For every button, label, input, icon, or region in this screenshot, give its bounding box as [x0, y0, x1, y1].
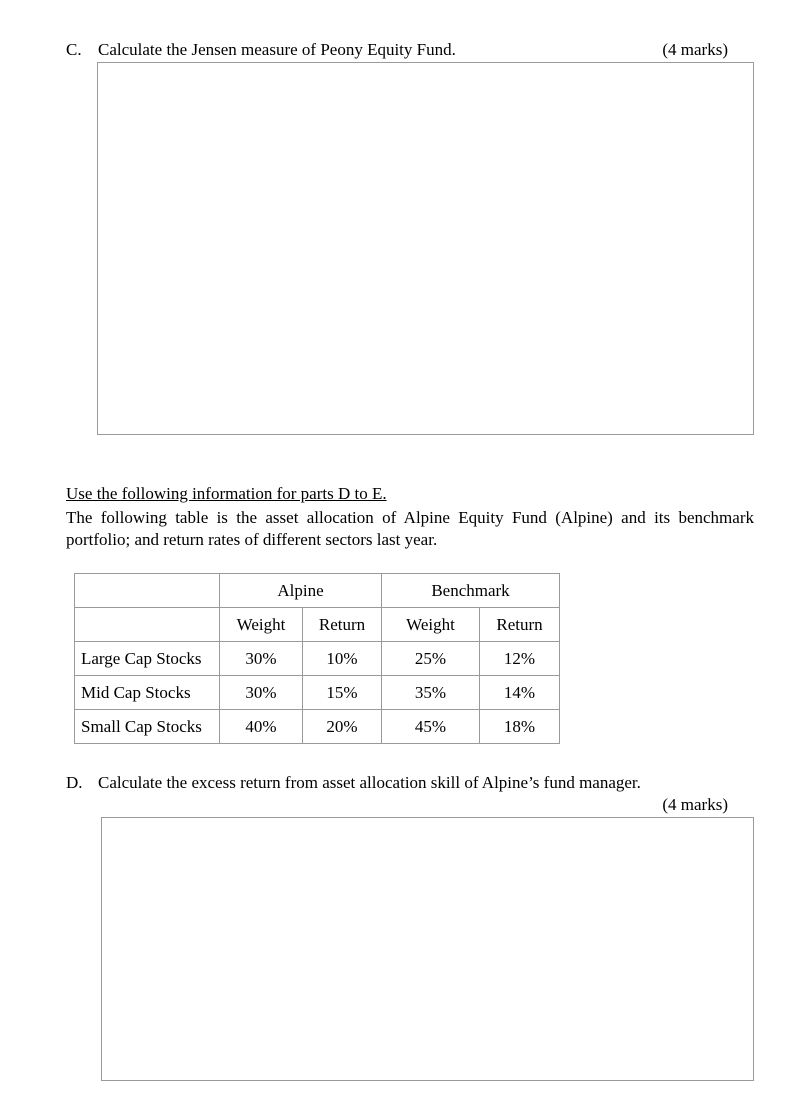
table-subheader: Weight — [220, 608, 303, 642]
table-group-header: Alpine — [220, 574, 382, 608]
table-cell: 18% — [480, 710, 560, 744]
table-cell: 25% — [382, 642, 480, 676]
table-cell: 14% — [480, 676, 560, 710]
table-corner-cell — [75, 574, 220, 608]
question-c-marks: (4 marks) — [662, 40, 728, 59]
table-cell: 10% — [303, 642, 382, 676]
table-cell: 45% — [382, 710, 480, 744]
table-row — [75, 676, 560, 710]
asset-allocation-table — [74, 573, 560, 744]
table-empty-cell — [75, 608, 220, 642]
table-subheader: Return — [480, 608, 560, 642]
table-cell: 20% — [303, 710, 382, 744]
table-subheader: Weight — [382, 608, 480, 642]
table-cell: 40% — [220, 710, 303, 744]
answer-box-d[interactable] — [101, 817, 754, 1081]
table-subheader-row — [75, 608, 560, 642]
intro-text: The following table is the asset allocation of Alpine Equity Fund (Alpine) and its benchmark portfolio; and return rates of different sectors last year. — [66, 508, 754, 549]
question-c-label: C. — [66, 40, 82, 59]
table-row-label: Large Cap Stocks — [75, 642, 220, 676]
question-c-text: Calculate the Jensen measure of Peony Equity Fund. — [98, 40, 456, 59]
table-cell: 35% — [382, 676, 480, 710]
table-row — [75, 642, 560, 676]
table-cell: 15% — [303, 676, 382, 710]
table-cell: 30% — [220, 676, 303, 710]
table-row-label: Mid Cap Stocks — [75, 676, 220, 710]
table-group-header-row — [75, 574, 560, 608]
table-row-label: Small Cap Stocks — [75, 710, 220, 744]
question-d-label: D. — [66, 773, 83, 792]
question-d-text: Calculate the excess return from asset allocation skill of Alpine’s fund manager. — [98, 773, 641, 792]
question-d-marks: (4 marks) — [662, 795, 728, 814]
table-cell: 30% — [220, 642, 303, 676]
table-cell: 12% — [480, 642, 560, 676]
answer-box-c[interactable] — [97, 62, 754, 435]
table-row — [75, 710, 560, 744]
table-subheader: Return — [303, 608, 382, 642]
intro-heading: Use the following information for parts D to E. — [66, 484, 387, 503]
table-group-header: Benchmark — [382, 574, 560, 608]
